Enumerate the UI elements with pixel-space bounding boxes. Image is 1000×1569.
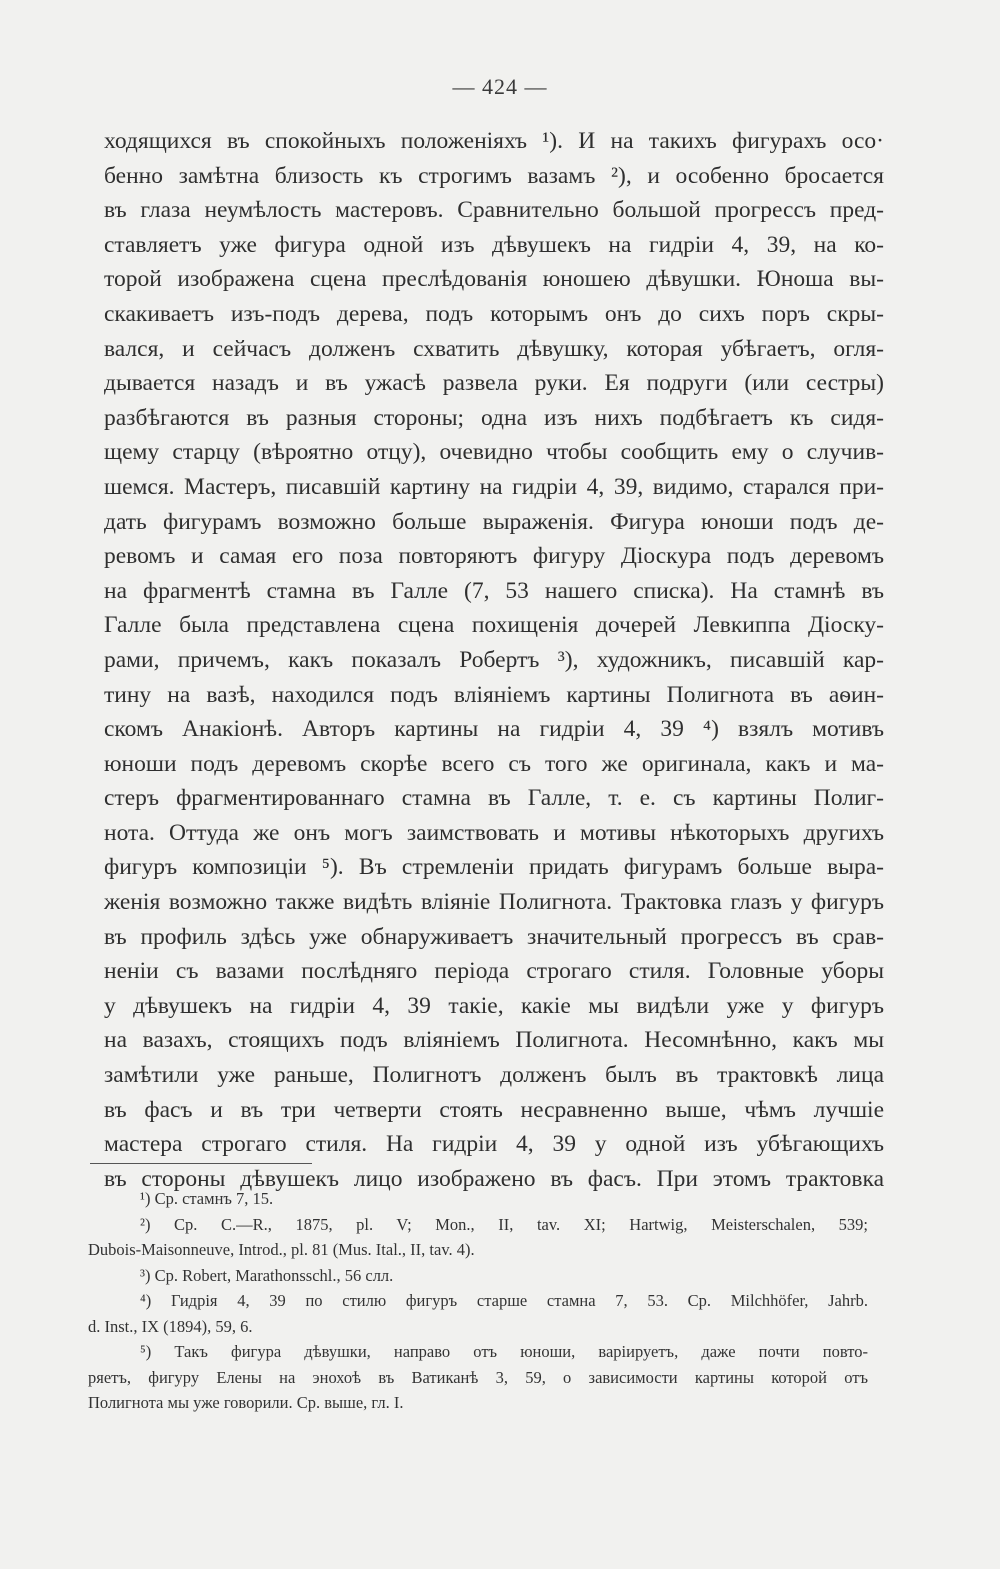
body-line: ходящихся въ спокойныхъ положеніяхъ ¹). И на такихъ фигурахъ осо· <box>104 128 884 154</box>
body-line: фигуръ композиціи ⁵). Въ стремленіи придать фигурамъ больше выра- <box>104 854 884 881</box>
body-line: ставляетъ уже фигура одной изъ дѣвушекъ на гидріи 4, 39, на ко- <box>104 231 884 258</box>
page-number: — 424 — <box>452 74 548 99</box>
body-line: въ профиль здѣсь уже обнаруживаетъ значительный прогрессъ въ срав- <box>104 923 884 950</box>
footnote-line: ⁴) Гидрія 4, 39 по стилю фигуръ старше стамна 7, 53. Ср. Milchhöfer, Jahrb. <box>140 1291 868 1310</box>
body-line: рами, причемъ, какъ показалъ Робертъ ³), художникъ, писавшій кар- <box>104 646 884 673</box>
footnote-line: ²) Ср. C.—R., 1875, pl. V; Mon., II, tav. XI; Hartwig, Meisterschalen, 539; <box>140 1214 868 1234</box>
body-line: дать фигурамъ возможно больше выраженія. Фигура юноши подъ де- <box>104 508 884 535</box>
body-line: Галле была представлена сцена похищенія дочерей Левкиппа Діоску- <box>104 612 884 639</box>
body-line: бенно замѣтна близость къ строгимъ вазамъ ²), и особенно бросается <box>104 162 884 189</box>
footnote-line: ³) Ср. Robert, Marathonsschl., 56 слл. <box>140 1265 394 1285</box>
body-line: стеръ фрагментированнаго стамна въ Галле, т. е. съ картины Полиг- <box>104 785 884 812</box>
body-line: щему старцу (вѣроятно отцу), очевидно чтобы сообщить ему о случив- <box>104 439 884 466</box>
footnote-line: Dubois-Maisonneuve, Introd., pl. 81 (Mus. Ital., II, tav. 4). <box>88 1240 475 1259</box>
body-line: на фрагментѣ стамна въ Галле (7, 53 нашего списка). На стамнѣ въ <box>104 577 884 604</box>
body-line: вался, и сейчасъ долженъ схватить дѣвушку, которая убѣгаетъ, огля- <box>104 335 884 362</box>
body-line: мастера строгаго стиля. На гидріи 4, 39 у одной изъ убѣгающихъ <box>104 1131 884 1158</box>
body-line: разбѣгаются въ разныя стороны; одна изъ нихъ подбѣгаетъ къ сидя- <box>104 404 884 431</box>
body-line: юноши подъ деревомъ скорѣе всего съ того же оригинала, какъ и ма- <box>104 750 884 777</box>
footnote-line: Полигнота мы уже говорили. Ср. выше, гл. I. <box>88 1393 404 1412</box>
body-line: торой изображена сцена преслѣдованія юношею дѣвушки. Юноша вы- <box>104 266 884 293</box>
body-text <box>104 124 884 1196</box>
footnote-line: d. Inst., IX (1894), 59, 6. <box>88 1316 253 1336</box>
footnote-divider <box>90 1163 312 1164</box>
body-line: въ фасъ и въ три четверти стоять несравненно выше, чѣмъ лучшіе <box>104 1096 884 1123</box>
body-line: неніи съ вазами послѣдняго періода строгаго стиля. Головные уборы <box>104 958 884 985</box>
footnote-line: ⁵) Такъ фигура дѣвушки, направо отъ юноши, варіируетъ, даже почти повто- <box>140 1342 868 1361</box>
body-line: скакиваетъ изъ-подъ дерева, подъ которымъ онъ до сихъ поръ скры- <box>104 300 884 327</box>
body-line: на вазахъ, стоящихъ подъ вліяніемъ Полигнота. Несомнѣнно, какъ мы <box>104 1027 884 1054</box>
body-line: ревомъ и самая его поза повторяютъ фигуру Діоскура подъ деревомъ <box>104 543 884 570</box>
body-line: у дѣвушекъ на гидріи 4, 39 такіе, какіе мы видѣли уже у фигуръ <box>104 992 884 1019</box>
body-line: нота. Оттуда же онъ могъ заимствовать и мотивы нѣкоторыхъ другихъ <box>104 819 884 846</box>
footnote-line: ¹) Ср. стамнъ 7, 15. <box>140 1189 274 1208</box>
body-line: женія возможно также видѣть вліяніе Полигнота. Трактовка глазъ у фигуръ <box>104 889 884 916</box>
body-line: дывается назадъ и въ ужасѣ развела руки. Ея подруги (или сестры) <box>104 370 884 397</box>
footnote-line: ряетъ, фигуру Елены на энохоѣ въ Ватиканѣ 3, 59, о зависимости картины которой отъ <box>88 1367 868 1387</box>
body-line: въ глаза неумѣлость мастеровъ. Сравнительно большой прогрессъ пред- <box>104 197 884 224</box>
footnotes <box>88 1186 868 1416</box>
body-line: въ стороны дѣвушекъ лицо изображено въ фасъ. При этомъ трактовка <box>104 1165 884 1192</box>
body-line: тину на вазѣ, находился подъ вліяніемъ картины Полигнота въ аѳин- <box>104 681 884 708</box>
body-line: шемся. Мастеръ, писавшій картину на гидріи 4, 39, видимо, старался при- <box>104 473 884 500</box>
body-line: замѣтили уже раньше, Полигнотъ долженъ былъ въ трактовкѣ лица <box>104 1062 884 1089</box>
body-line: скомъ Анакіонѣ. Авторъ картины на гидріи 4, 39 ⁴) взялъ мотивъ <box>104 716 884 743</box>
